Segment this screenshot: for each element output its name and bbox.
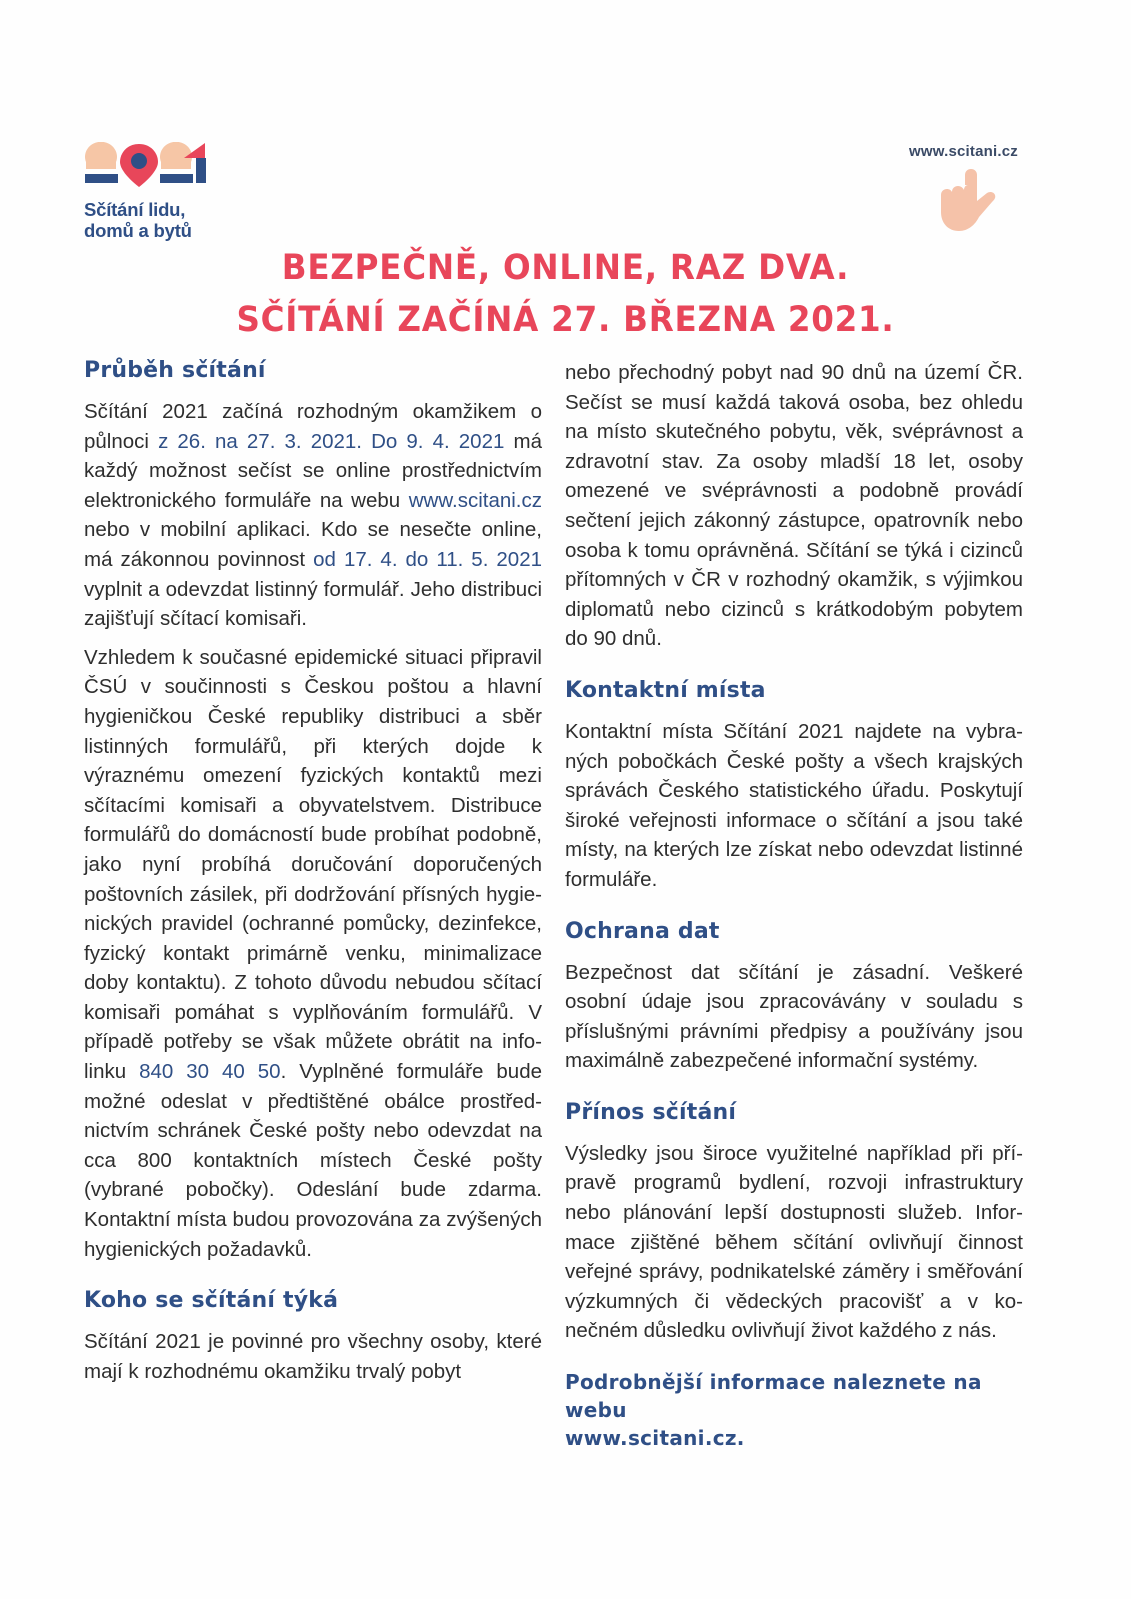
paragraph-prubeh-1 [84,397,542,634]
page-title [0,242,1131,346]
census-2021-logo [84,142,224,241]
website-link-top[interactable]: www.scitani.cz [909,143,1018,160]
pointing-hand-icon [935,165,1005,237]
website-link-footer[interactable]: www.scitani.cz. [565,1426,745,1451]
paragraph-koho-1: Sčítání 2021 je povinné pro všechny osoby, které mají k rozhodnému okamžiku trvalý pobyt [84,1330,542,1383]
heading-prubeh: Průběh sčítání [84,358,266,383]
paragraph-ochrana-dat: Bezpečnost dat sčítání je zásadní. Veškeré osobní údaje jsou zpracovávány v souladu s příslušnými právními předpisy a používány jsou maximálně zabezpečené informační systémy. [565,960,1023,1073]
text: má každý možnost sečíst se online prostřednictvím elektronického formuláře na webu [84,429,542,512]
text: Sčítání 2021 začíná rozhodným okamžikem o půlnoci [84,400,542,453]
highlight-dates-online: z 26. na 27. 3. 2021. Do 9. 4. 2021 [158,429,505,453]
logo-line-2: domů a bytů [84,220,192,241]
text: Vzhledem k současné epidemické situaci připravil ČSÚ v součinnosti s Českou poštou a hlavní hygieničkou České republiky distribuci a sběr listinných formulářů, při kterých dojde k výraznému omezení fyzických kontaktů mezi sčítacími komisaři a obyvatelstvem. Distribuce formulářů do domácností bude probíhat podobně, jako nyní probíhá doručování doporučených poštovních zásilek, při dodržování přísných hygienických pravidel (ochranné pomůcky, dezinfekce, fyzický kontakt primárně venku, minimalizace doby kontaktu). Z tohoto důvodu nebudou sčítací komisaři pomáhat s vyplňováním formulářů. V případě potřeby se však můžete obrátit na infolinku [84,645,542,1084]
heading-koho: Koho se sčítání týká [84,1288,339,1314]
paragraph-kontaktni-mista: Kontaktní místa Sčítání 2021 najdete na vybraných pobočkách České pošty a všech krajských správách Českého statistického úřadu. Poskytují široké veřejnosti informace o sčítání a jsou také místy, na kterých lze získat nebo odevzdat listinné formuláře. [565,719,1023,891]
paragraph-prinos: Výsledky jsou široce využitelné například při přípravě programů bydlení, rozvoji infrastruktury nebo plánování lepší dostupnosti služeb. Informace zjištěné během sčítání ovlivňují činnost veřejné správy, podnikatelské záměry i směřování výzkumných či vědeckých pracovišť a v konečném důsledku ovlivňují život každého z nás. [565,1141,1023,1343]
hotline-number[interactable]: 840 30 40 50 [139,1060,281,1084]
title-line-2: SČÍTÁNÍ ZAČÍNÁ 27. BŘEZNA 2021. [236,300,895,340]
text: vyplnit a odevzdat listinný formulář. Jeho distribuci zajišťují sčítací komisaři. [84,577,542,631]
title-line-1: BEZPEČNĚ, ONLINE, RAZ DVA. [281,248,850,288]
more-info-line-1: Podrobnější informace naleznete na webu [565,1370,982,1423]
text: nebo v mobilní aplikaci. Kdo se nesečte online, má zákonnou povinnost [84,518,542,571]
right-column [565,358,1023,1452]
more-info-note [565,1368,1023,1452]
heading-prinos: Přínos sčítání [565,1099,737,1125]
heading-ochrana-dat: Ochrana dat [565,918,720,944]
heading-kontaktni-mista: Kontaktní místa [565,677,766,703]
paragraph-koho-continued: nebo přechodný pobyt nad 90 dnů na území ČR. Sečíst se musí každá taková osoba, bez ohledu na místo skutečného pobytu, věk, svéprávnost a zdravotní stav. Za osoby mladší 18 let, osoby omezené ve svéprávnosti a podobně provádí sečtení jejich zákonný zástupce, opatrovník nebo osoba k tomu oprávněná. Sčítání se týká i cizinců přítomných v ČR v rozhodný okamžik, s výjimkou diplomatů nebo cizinců s krátkodobým pobytem do 90 dnů. [565,361,1023,651]
text: . Vyplněné formuláře bude možné odeslat v předtištěné obálce prostřednictvím schránek České pošty nebo odevzdat na cca 800 kontaktních místech České pošty (vybrané pobočky). Odeslání bude zdarma. Kontaktní místa budou provozována za zvýšených hygienických požadavků. [84,1060,542,1261]
left-column [84,356,542,1386]
paragraph-prubeh-2 [84,643,542,1264]
logo-line-1: Sčítání lidu, [84,199,186,220]
highlight-dates-paper: od 17. 4. do 11. 5. 2021 [313,547,542,571]
website-link-inline[interactable]: www.scitani.cz [408,488,542,512]
logo-2021-graphic-icon [84,142,208,188]
